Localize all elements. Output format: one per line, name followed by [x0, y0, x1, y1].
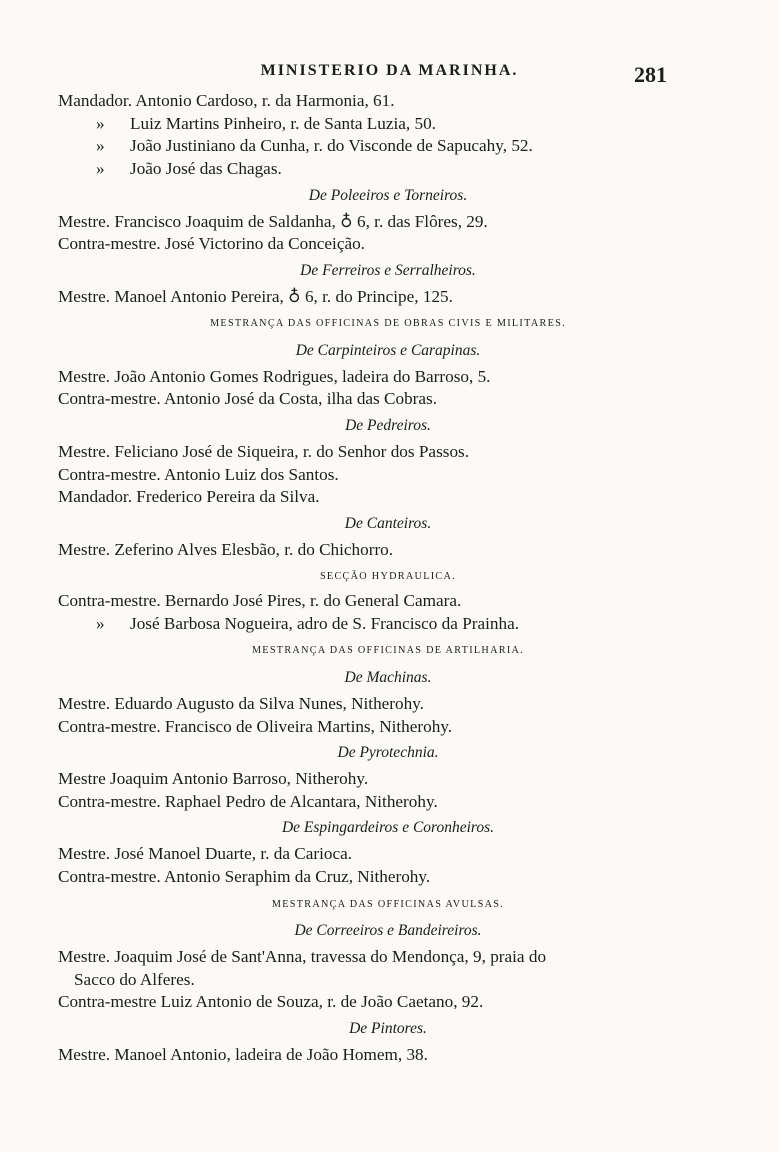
- section-heading: De Carpinteiros e Carapinas.: [295, 342, 481, 360]
- ditto-mark: »: [96, 113, 105, 133]
- entry-text: José Barbosa Nogueira, adro de S. Francisco da Prainha.: [130, 613, 520, 633]
- department-heading: MESTRANÇA DAS OFFICINAS AVULSAS.: [271, 898, 505, 910]
- entry-line: Contra-mestre. Antonio Seraphim da Cruz, Nitherohy.: [58, 866, 431, 886]
- entry-line: Mestre Joaquim Antonio Barroso, Nitherohy.: [58, 768, 369, 788]
- entry-line: Contra-mestre. Francisco de Oliveira Martins, Nitherohy.: [58, 716, 453, 736]
- entry-line: Mestre. Manoel Antonio, ladeira de João Homem, 38.: [58, 1044, 428, 1064]
- entry-line: Contra-mestre. Antonio José da Costa, ilha das Cobras.: [58, 389, 438, 409]
- section-heading: De Ferreiros e Serralheiros.: [300, 261, 476, 279]
- section-heading: De Canteiros.: [344, 514, 432, 532]
- entry-line: Mestre. Feliciano José de Siqueira, r. do Senhor dos Passos.: [58, 441, 470, 461]
- entry-line: Contra-mestre. José Victorino da Conceição.: [58, 234, 365, 254]
- entry-line: [58, 158, 718, 181]
- entry-line: Mestre. Eduardo Augusto da Silva Nunes, Nitherohy.: [58, 693, 424, 713]
- section-heading: De Correeiros e Bandeireiros.: [294, 922, 482, 940]
- section-heading: De Poleeiros e Torneiros.: [308, 186, 468, 204]
- entry-line: Contra-mestre Luiz Antonio de Souza, r. de João Caetano, 92.: [58, 992, 484, 1012]
- page-number: 281: [634, 62, 667, 87]
- entry-line: Mestre. Francisco Joaquim de Saldanha, ♁ 6, r. das Flôres, 29.: [58, 211, 488, 231]
- department-heading: MESTRANÇA DAS OFFICINAS DE ARTILHARIA.: [251, 645, 525, 657]
- entry-line: Mandador. Frederico Pereira da Silva.: [58, 487, 320, 507]
- ditto-mark: »: [96, 159, 105, 179]
- entry-text: Luiz Martins Pinheiro, r. de Santa Luzia, 50.: [130, 113, 436, 133]
- section-heading: De Pyrotechnia.: [337, 744, 439, 762]
- entry-line: Mestre. Joaquim José de Sant'Anna, travessa do Mendonça, 9, praia do: [58, 946, 547, 966]
- entry-line: [58, 135, 718, 158]
- entry-line: Contra-mestre. Bernardo José Pires, r. do General Camara.: [58, 591, 462, 611]
- entry-line: [58, 113, 718, 136]
- entry-line: Mestre. Manoel Antonio Pereira, ♁ 6, r. do Principe, 125.: [58, 286, 453, 306]
- department-heading: SECÇÃO HYDRAULICA.: [319, 571, 457, 583]
- ditto-mark: »: [96, 136, 105, 156]
- entry-line: Mestre. João Antonio Gomes Rodrigues, ladeira do Barroso, 5.: [58, 366, 491, 386]
- entry-text: João José das Chagas.: [130, 159, 282, 179]
- entry-line: Contra-mestre. Raphael Pedro de Alcantara, Nitherohy.: [58, 791, 438, 811]
- document-body: [58, 90, 718, 1066]
- entry-continuation: Sacco do Alferes.: [74, 969, 195, 989]
- section-heading: De Espingardeiros e Coronheiros.: [281, 819, 495, 837]
- section-heading: De Pintores.: [349, 1020, 427, 1038]
- entry-text: João Justiniano da Cunha, r. do Visconde de Sapucahy, 52.: [130, 136, 533, 156]
- entry-line: [58, 613, 718, 636]
- entry-line: Mestre. José Manoel Duarte, r. da Carioca.: [58, 844, 352, 864]
- entry-line: Mandador. Antonio Cardoso, r. da Harmonia, 61.: [58, 91, 395, 110]
- entry-line: Contra-mestre. Antonio Luiz dos Santos.: [58, 464, 339, 484]
- section-heading: De Pedreiros.: [345, 417, 431, 435]
- section-heading: De Machinas.: [344, 669, 432, 687]
- ditto-mark: »: [96, 613, 105, 633]
- running-head: MINISTERIO DA MARINHA.: [260, 62, 519, 79]
- page-header: [0, 62, 779, 86]
- department-heading: MESTRANÇA DAS OFFICINAS DE OBRAS CIVIS E MILITARES.: [210, 318, 566, 330]
- entry-line: Mestre. Zeferino Alves Elesbão, r. do Chichorro.: [58, 539, 394, 559]
